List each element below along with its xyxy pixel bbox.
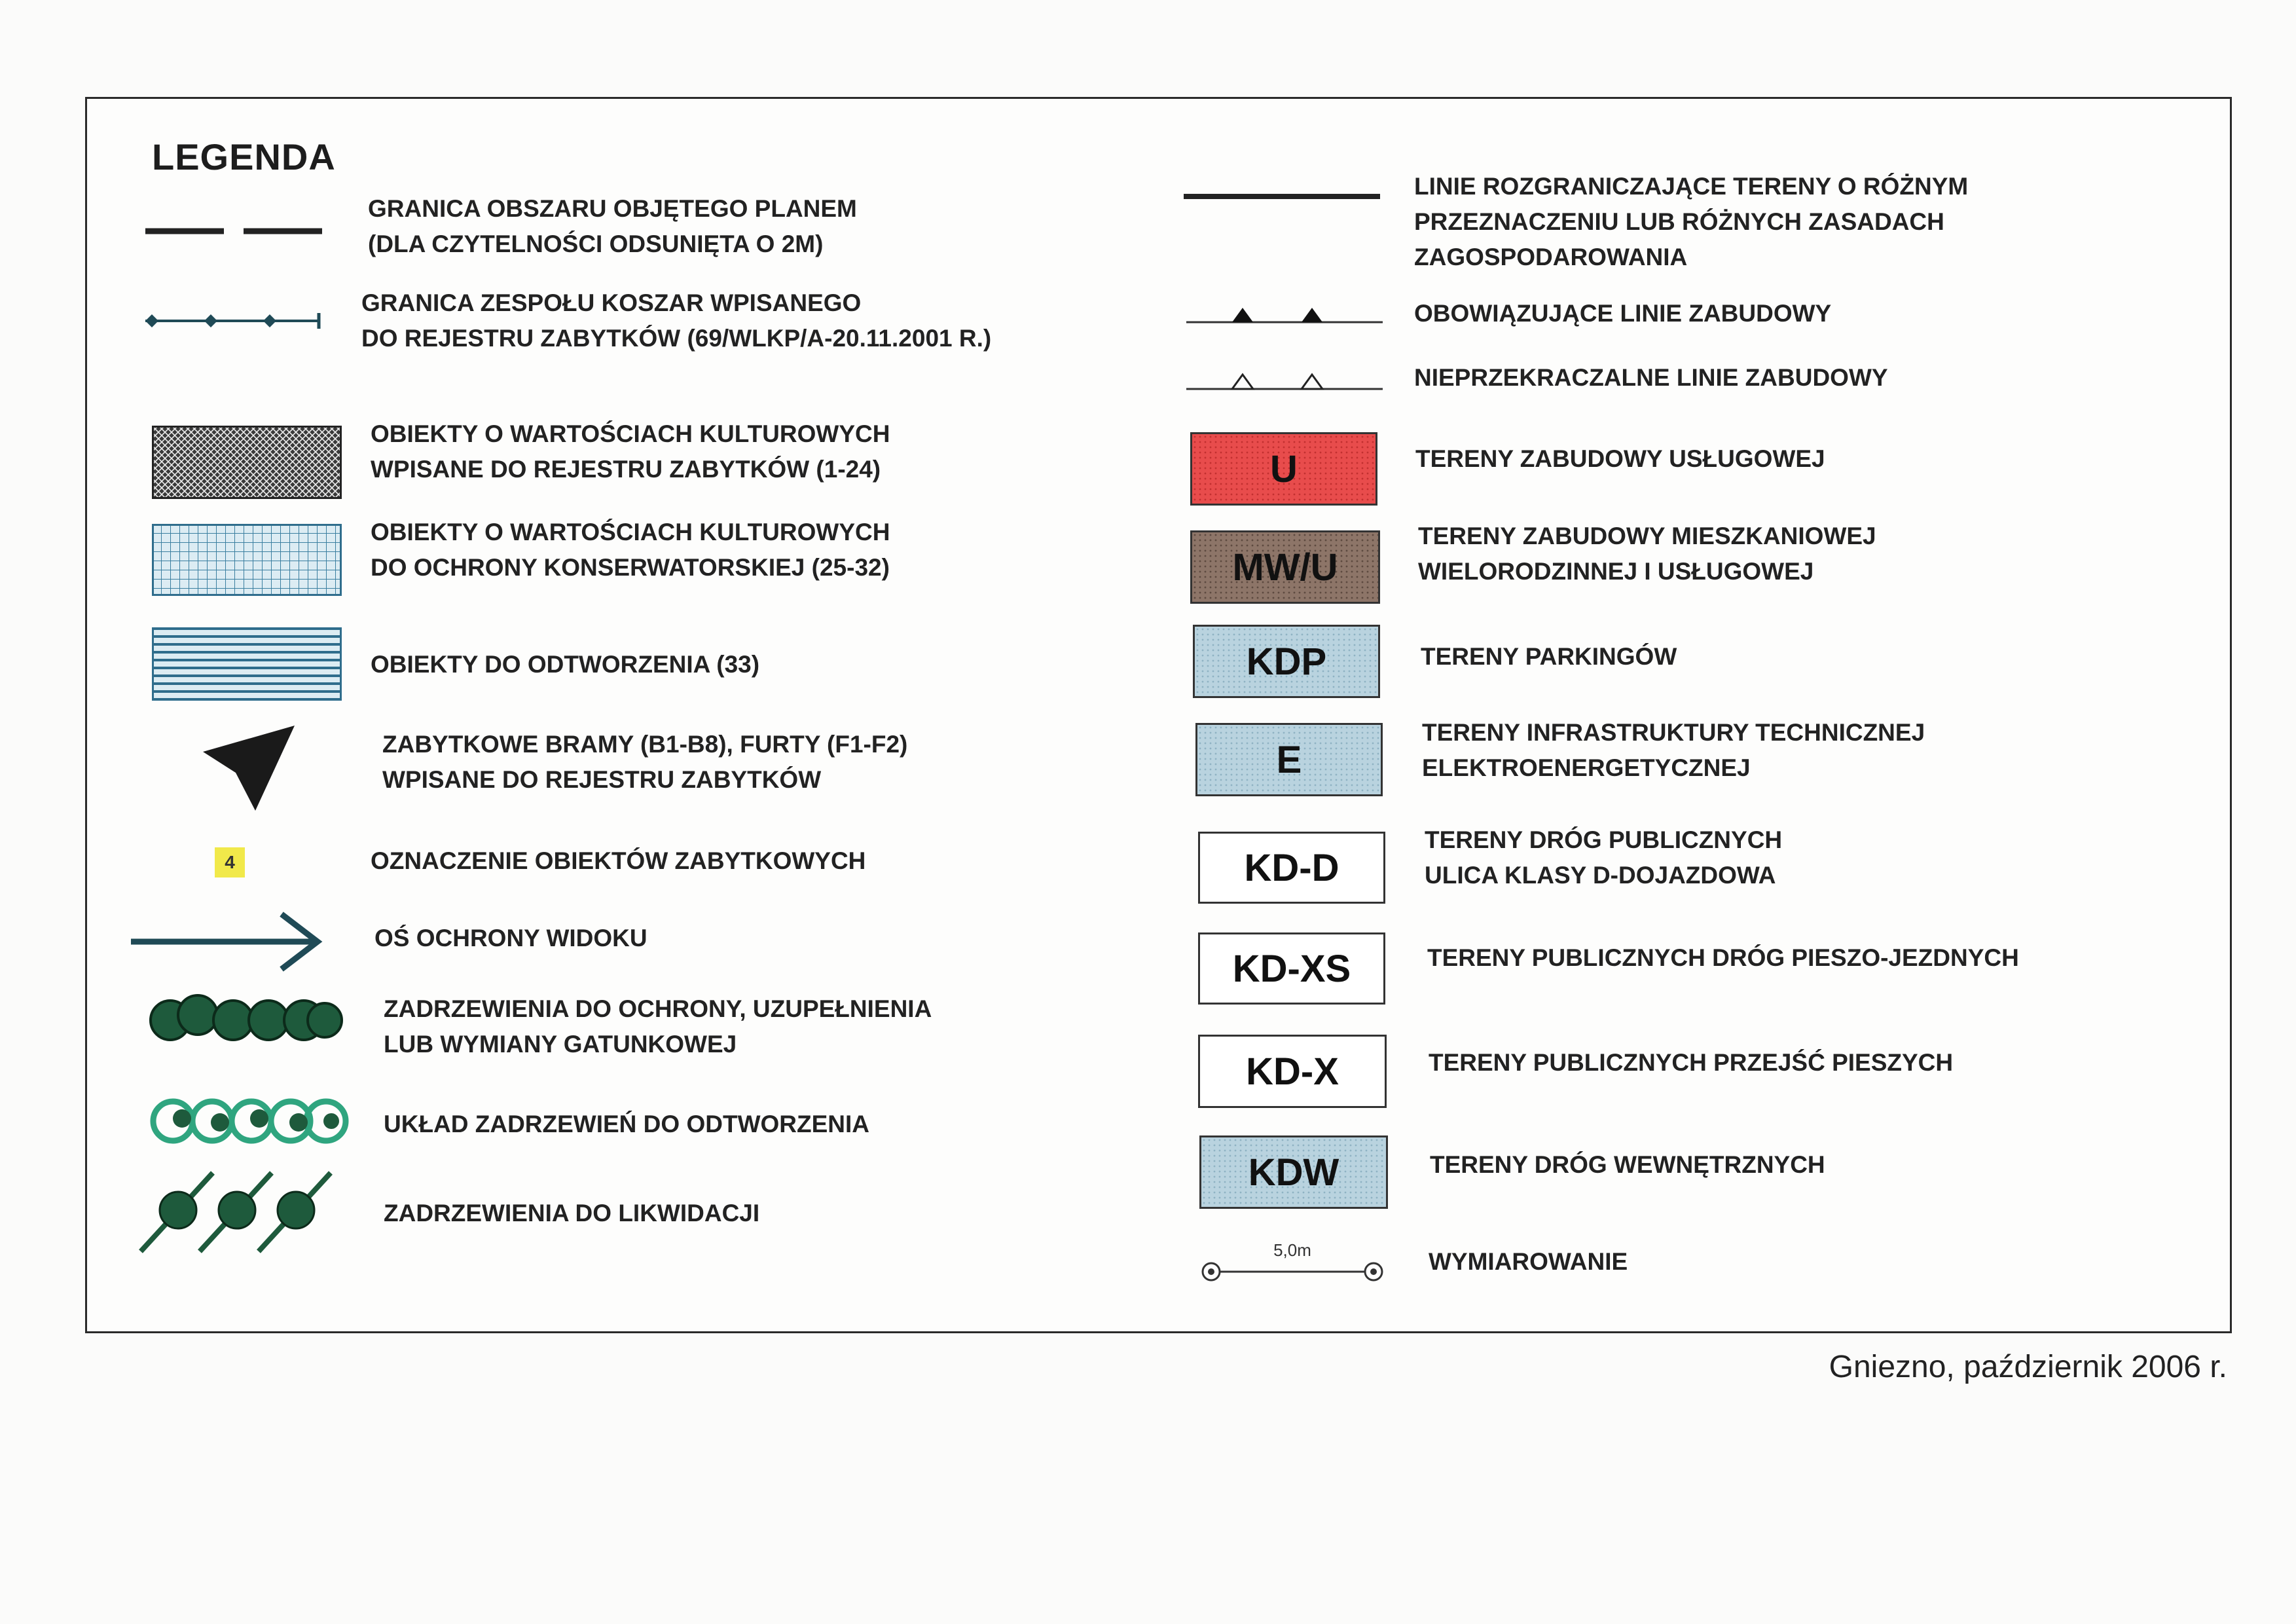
legend-item-historic-gates: ZABYTKOWE BRAMY (B1-B8), FURTY (F1-F2) WPISANE DO REJESTRU ZABYTKÓW: [382, 731, 908, 793]
legend-item-monument-marking: OZNACZENIE OBIEKTÓW ZABYTKOWYCH: [371, 847, 866, 874]
legend-item-objects-to-rebuild: OBIEKTY DO ODTWORZENIA (33): [371, 651, 760, 678]
zone-code-kdp: KDP: [1193, 625, 1380, 698]
legend-item-boundary-lines: LINIE ROZGRANICZAJĄCE TERENY O RÓŻNYM PRZEZNACZENIU LUB RÓŻNYCH ZASADACH ZAGOSPODAROWANIA: [1414, 173, 1969, 270]
open-triangle-line-icon: [1186, 367, 1383, 393]
place-date-footer: Gniezno, październik 2006 r.: [1829, 1350, 2227, 1384]
zone-code-u: U: [1190, 432, 1377, 506]
legend-item-barracks-boundary: GRANICA ZESPOŁU KOSZAR WPISANEGO DO REJESTRU ZABYTKÓW (69/WLKP/A-20.11.2001 R.): [361, 289, 992, 352]
legend-item-non-exceedable-building-lines: NIEPRZEKRACZALNE LINIE ZABUDOWY: [1414, 364, 1888, 391]
legend-item-protected-objects: OBIEKTY O WARTOŚCIACH KULTUROWYCH DO OCHRONY KONSERWATORSKIEJ (25-32): [371, 519, 890, 581]
legend-item-public-roads-d: TERENY DRÓG PUBLICZNYCH ULICA KLASY D-DOJAZDOWA: [1425, 826, 1783, 889]
zone-code-kd-xs: KD-XS: [1198, 932, 1385, 1005]
zone-code-e: E: [1195, 723, 1383, 796]
legend-item-power-infrastructure: TERENY INFRASTRUKTURY TECHNICZNEJ ELEKTROENERGETYCZNEJ: [1422, 719, 1925, 781]
legend-item-trees-to-rebuild: UKŁAD ZADRZEWIEŃ DO ODTWORZENIA: [384, 1111, 869, 1137]
legend-item-residential-service: TERENY ZABUDOWY MIESZKANIOWEJ WIELORODZINNEJ I USŁUGOWEJ: [1418, 523, 1876, 585]
legend-item-internal-roads: TERENY DRÓG WEWNĘTRZNYCH: [1430, 1151, 1825, 1178]
view-axis-arrow-icon: [131, 909, 327, 974]
legend-item-registered-objects: OBIEKTY O WARTOŚCIACH KULTUROWYCH WPISANE DO REJESTRU ZABYTKÓW (1-24): [371, 420, 890, 483]
legend-item-parking: TERENY PARKINGÓW: [1421, 643, 1677, 670]
monument-number-icon: 4: [215, 847, 245, 877]
crosshatch-swatch-icon: [152, 426, 342, 499]
filled-triangle-line-icon: [1186, 300, 1383, 326]
legend-item-pedestrian-vehicle-roads: TERENY PUBLICZNYCH DRÓG PIESZO-JEZDNYCH: [1427, 944, 2019, 971]
legend-item-pedestrian-passages: TERENY PUBLICZNYCH PRZEJŚĆ PIESZYCH: [1429, 1049, 1954, 1076]
legend-item-dimensioning: WYMIAROWANIE: [1429, 1248, 1628, 1275]
legend-item-service-buildings: TERENY ZABUDOWY USŁUGOWEJ: [1415, 445, 1825, 472]
legend-title: LEGENDA: [152, 136, 336, 177]
gate-arrow-icon: [196, 720, 308, 819]
legend-item-trees-to-protect: ZADRZEWIENIA DO OCHRONY, UZUPEŁNIENIA LUB WYMIANY GATUNKOWEJ: [384, 995, 932, 1058]
solid-line-icon: [1184, 190, 1380, 203]
dashed-boundary-icon: [145, 221, 322, 241]
legend-item-trees-to-remove: ZADRZEWIENIA DO LIKWIDACJI: [384, 1200, 760, 1227]
tree-ring-row-icon: [144, 1092, 354, 1151]
grid-swatch-icon: [152, 524, 342, 596]
legend-item-mandatory-building-lines: OBOWIĄZUJĄCE LINIE ZABUDOWY: [1414, 300, 1832, 327]
diamond-line-icon: [139, 308, 329, 334]
legend-item-view-axis: OŚ OCHRONY WIDOKU: [374, 925, 647, 951]
zone-code-kd-x: KD-X: [1198, 1035, 1387, 1108]
tree-row-icon: [144, 987, 347, 1046]
zone-code-kd-d: KD-D: [1198, 832, 1385, 904]
tree-removal-icon: [137, 1170, 347, 1255]
legend-item-plan-boundary: GRANICA OBSZARU OBJĘTEGO PLANEM (DLA CZYTELNOŚCI ODSUNIĘTA O 2M): [368, 195, 857, 257]
horizontal-lines-swatch-icon: [152, 627, 342, 701]
zone-code-mwu: MW/U: [1190, 530, 1380, 604]
zone-code-kdw: KDW: [1199, 1135, 1388, 1209]
dimension-label: 5,0m: [1273, 1240, 1311, 1260]
dimension-line-icon: [1195, 1238, 1392, 1290]
